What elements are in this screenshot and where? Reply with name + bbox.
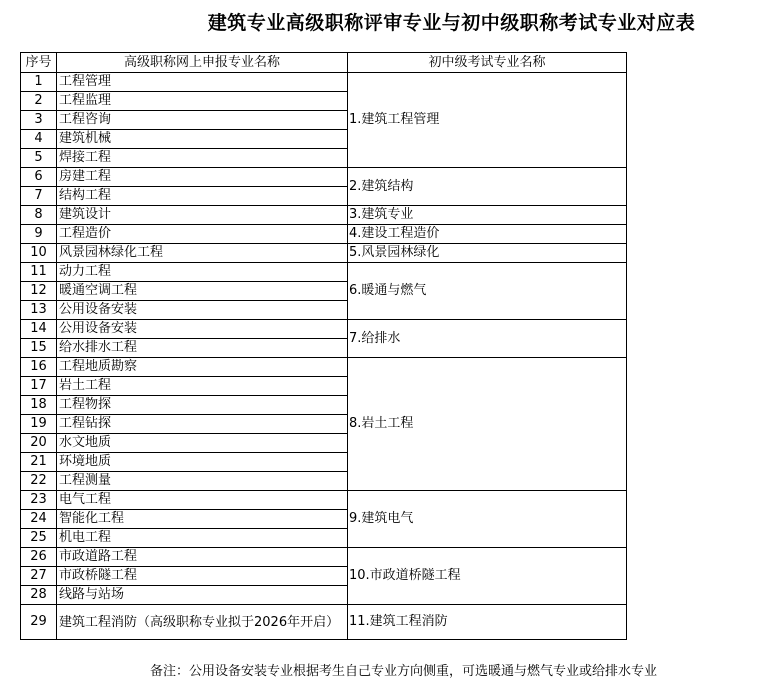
row-number: 10 xyxy=(21,244,57,263)
table-row xyxy=(21,358,627,377)
senior-major-name: 公用设备安装 xyxy=(57,301,348,320)
row-number: 17 xyxy=(21,377,57,396)
row-number: 12 xyxy=(21,282,57,301)
row-number: 16 xyxy=(21,358,57,377)
senior-major-name: 建筑设计 xyxy=(57,206,348,225)
row-number: 4 xyxy=(21,130,57,149)
senior-major-name: 智能化工程 xyxy=(57,510,348,529)
row-number: 23 xyxy=(21,491,57,510)
senior-major-name: 建筑机械 xyxy=(57,130,348,149)
senior-major-name: 结构工程 xyxy=(57,187,348,206)
senior-major-name: 机电工程 xyxy=(57,529,348,548)
table-header-row xyxy=(21,53,627,73)
row-number: 9 xyxy=(21,225,57,244)
exam-major-name: 3.建筑专业 xyxy=(348,206,627,225)
exam-major-name: 9.建筑电气 xyxy=(348,491,627,548)
senior-major-name: 电气工程 xyxy=(57,491,348,510)
row-number: 26 xyxy=(21,548,57,567)
row-number: 8 xyxy=(21,206,57,225)
row-number: 29 xyxy=(21,605,57,640)
senior-major-name: 给水排水工程 xyxy=(57,339,348,358)
exam-major-name: 8.岩土工程 xyxy=(348,358,627,491)
row-number: 20 xyxy=(21,434,57,453)
senior-major-name: 焊接工程 xyxy=(57,149,348,168)
row-number: 7 xyxy=(21,187,57,206)
row-number: 28 xyxy=(21,586,57,605)
row-number: 3 xyxy=(21,111,57,130)
exam-major-name: 5.风景园林绿化 xyxy=(348,244,627,263)
row-number: 5 xyxy=(21,149,57,168)
header-exam-major: 初中级考试专业名称 xyxy=(348,53,627,73)
exam-major-name: 1.建筑工程管理 xyxy=(348,73,627,168)
row-number: 27 xyxy=(21,567,57,586)
row-number: 22 xyxy=(21,472,57,491)
table-row xyxy=(21,225,627,244)
table-row xyxy=(21,320,627,339)
senior-major-name: 工程监理 xyxy=(57,92,348,111)
table-row xyxy=(21,244,627,263)
row-number: 25 xyxy=(21,529,57,548)
exam-major-name: 4.建设工程造价 xyxy=(348,225,627,244)
senior-major-name: 工程物探 xyxy=(57,396,348,415)
exam-major-name: 2.建筑结构 xyxy=(348,168,627,206)
senior-major-name: 工程测量 xyxy=(57,472,348,491)
senior-major-name: 工程地质勘察 xyxy=(57,358,348,377)
senior-major-name: 动力工程 xyxy=(57,263,348,282)
footnote: 备注：公用设备安装专业根据考生自己专业方向侧重，可选暖通与燃气专业或给排水专业 xyxy=(150,664,658,679)
senior-major-name: 线路与站场 xyxy=(57,586,348,605)
senior-major-name: 建筑工程消防（高级职称专业拟于2026年开启） xyxy=(57,605,348,640)
table-row xyxy=(21,548,627,567)
senior-major-name: 市政桥隧工程 xyxy=(57,567,348,586)
row-number: 21 xyxy=(21,453,57,472)
document-title: 建筑专业高级职称评审专业与初中级职称考试专业对应表 xyxy=(207,12,696,34)
row-number: 13 xyxy=(21,301,57,320)
row-number: 6 xyxy=(21,168,57,187)
senior-major-name: 环境地质 xyxy=(57,453,348,472)
row-number: 14 xyxy=(21,320,57,339)
senior-major-name: 房建工程 xyxy=(57,168,348,187)
exam-major-name: 7.给排水 xyxy=(348,320,627,358)
senior-major-name: 公用设备安装 xyxy=(57,320,348,339)
senior-major-name: 工程造价 xyxy=(57,225,348,244)
senior-major-name: 岩土工程 xyxy=(57,377,348,396)
row-number: 1 xyxy=(21,73,57,92)
major-correspondence-table xyxy=(20,52,627,640)
table-row xyxy=(21,206,627,225)
header-senior-major: 高级职称网上申报专业名称 xyxy=(57,53,348,73)
senior-major-name: 工程钻探 xyxy=(57,415,348,434)
table-body xyxy=(21,73,627,640)
exam-major-name: 11.建筑工程消防 xyxy=(348,605,627,640)
table-row xyxy=(21,73,627,92)
table-row xyxy=(21,491,627,510)
table-row xyxy=(21,605,627,640)
row-number: 19 xyxy=(21,415,57,434)
table-row xyxy=(21,263,627,282)
table-row xyxy=(21,168,627,187)
exam-major-name: 6.暖通与燃气 xyxy=(348,263,627,320)
row-number: 2 xyxy=(21,92,57,111)
senior-major-name: 工程管理 xyxy=(57,73,348,92)
senior-major-name: 市政道路工程 xyxy=(57,548,348,567)
row-number: 11 xyxy=(21,263,57,282)
exam-major-name: 10.市政道桥隧工程 xyxy=(348,548,627,605)
senior-major-name: 工程咨询 xyxy=(57,111,348,130)
senior-major-name: 水文地质 xyxy=(57,434,348,453)
header-seq: 序号 xyxy=(21,53,57,73)
senior-major-name: 暖通空调工程 xyxy=(57,282,348,301)
row-number: 18 xyxy=(21,396,57,415)
row-number: 24 xyxy=(21,510,57,529)
senior-major-name: 风景园林绿化工程 xyxy=(57,244,348,263)
row-number: 15 xyxy=(21,339,57,358)
